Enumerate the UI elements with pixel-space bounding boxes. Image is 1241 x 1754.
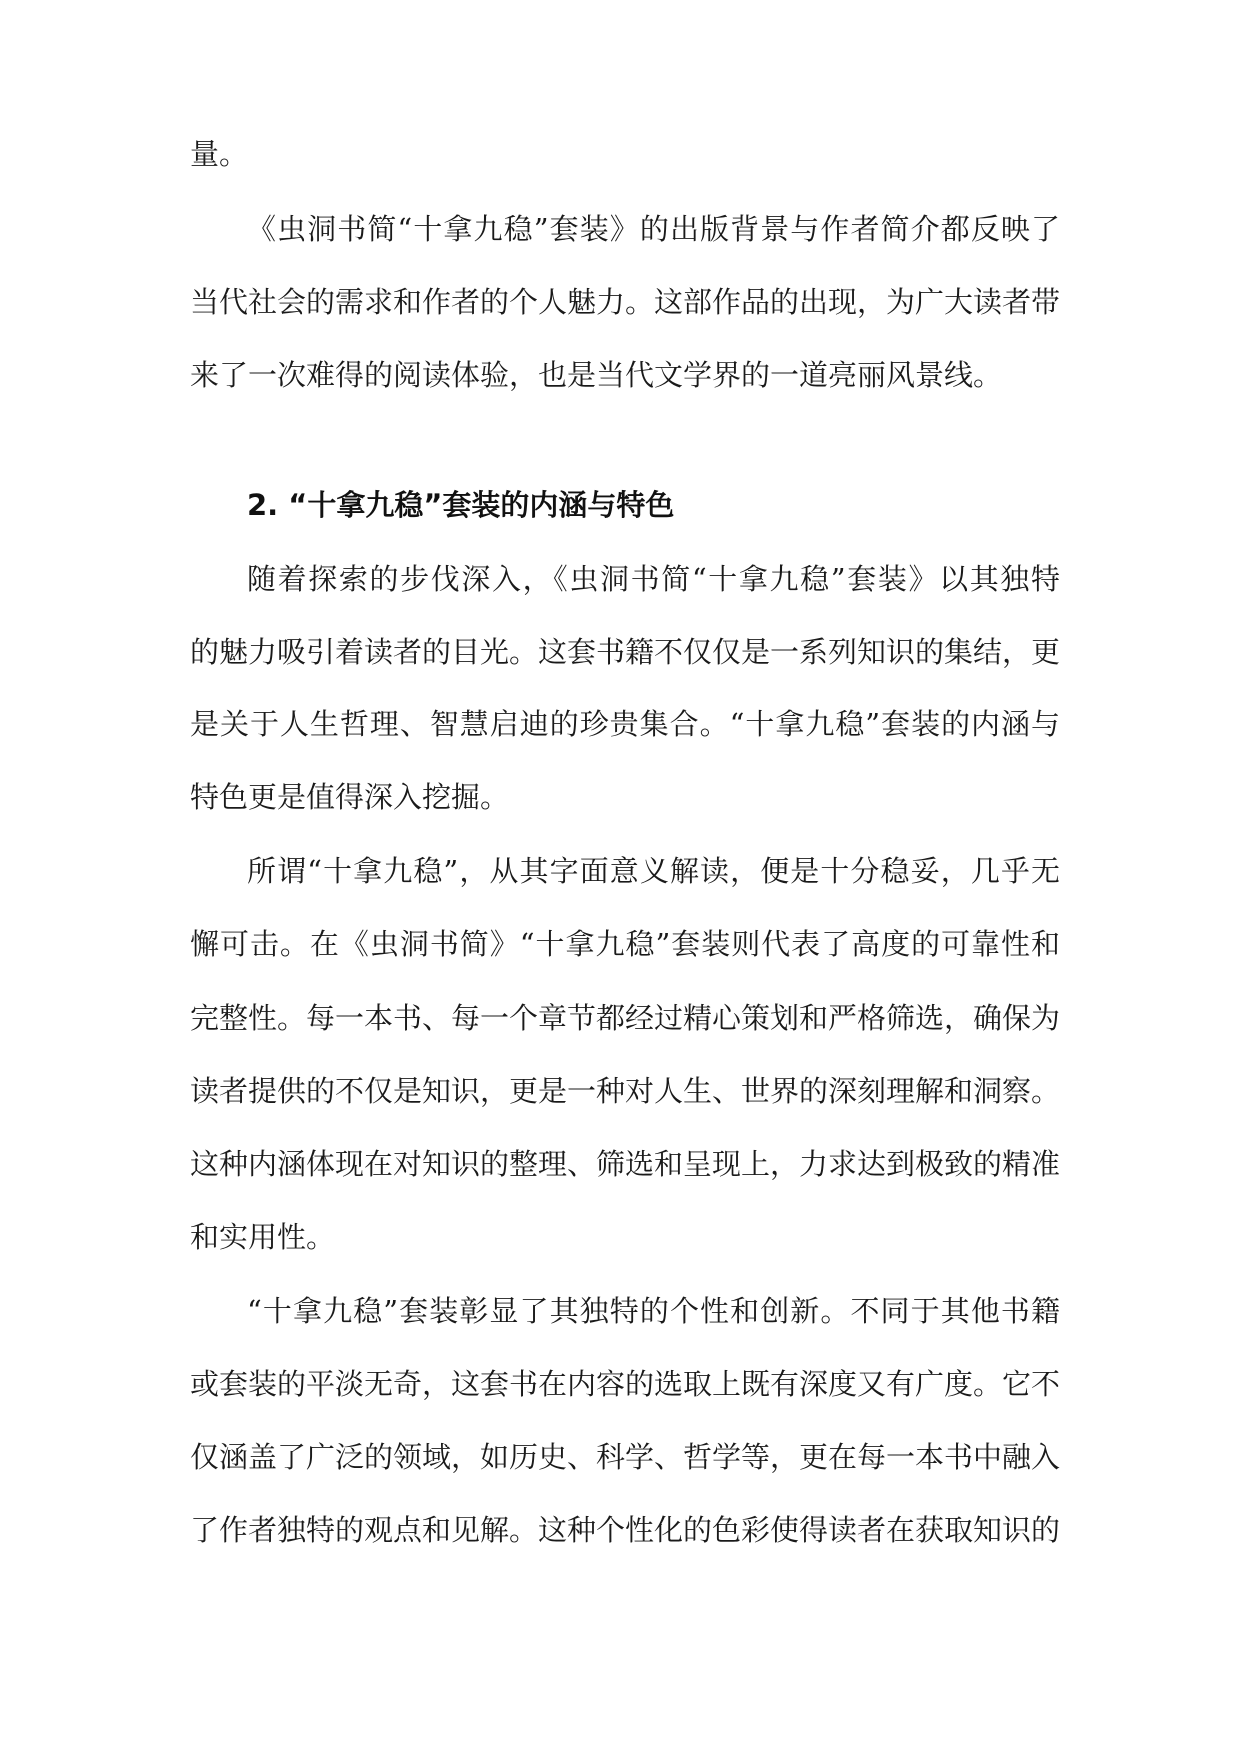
text-line: 特色更是值得深入挖掘。 — [190, 780, 510, 814]
text-line: 懈可击。在《虫洞书简》“十拿九稳”套装则代表了高度的可靠性和 — [190, 927, 1060, 961]
text-line: 完整性。每一本书、每一个章节都经过精心策划和严格筛选，确保为 — [190, 1001, 1061, 1035]
text-line: “十拿九稳”套装彰显了其独特的个性和创新。不同于其他书籍 — [247, 1294, 1060, 1328]
text-line: 了作者独特的观点和见解。这种个性化的色彩使得读者在获取知识的 — [190, 1513, 1061, 1547]
text-line: 是关于人生哲理、智慧启迪的珍贵集合。“十拿九稳”套装的内涵与 — [190, 707, 1060, 741]
text-line: 和实用性。 — [190, 1220, 336, 1254]
text-line: 的魅力吸引着读者的目光。这套书籍不仅仅是一系列知识的集结，更 — [190, 635, 1061, 669]
section-heading: 2. “十拿九稳”套装的内涵与特色 — [247, 488, 675, 522]
text-line: 读者提供的不仅是知识，更是一种对人生、世界的深刻理解和洞察。 — [190, 1074, 1061, 1108]
text-line: 随着探索的步伐深入，《虫洞书简“十拿九稳”套装》以其独特 — [247, 562, 1060, 596]
text-line: 来了一次难得的阅读体验，也是当代文学界的一道亮丽风景线。 — [190, 358, 1003, 392]
text-line: 这种内涵体现在对知识的整理、筛选和呈现上，力求达到极致的精准 — [190, 1147, 1061, 1181]
text-line: 或套装的平淡无奇，这套书在内容的选取上既有深度又有广度。它不 — [190, 1367, 1061, 1401]
text-line: 量。 — [190, 137, 249, 171]
text-line: 当代社会的需求和作者的个人魅力。这部作品的出现，为广大读者带 — [190, 285, 1061, 319]
text-line: 仅涵盖了广泛的领域，如历史、科学、哲学等，更在每一本书中融入 — [190, 1440, 1061, 1474]
text-line: 所谓“十拿九稳”，从其字面意义解读，便是十分稳妥，几乎无 — [247, 854, 1060, 888]
text-line: 《虫洞书简“十拿九稳”套装》的出版背景与作者简介都反映了 — [247, 212, 1060, 246]
